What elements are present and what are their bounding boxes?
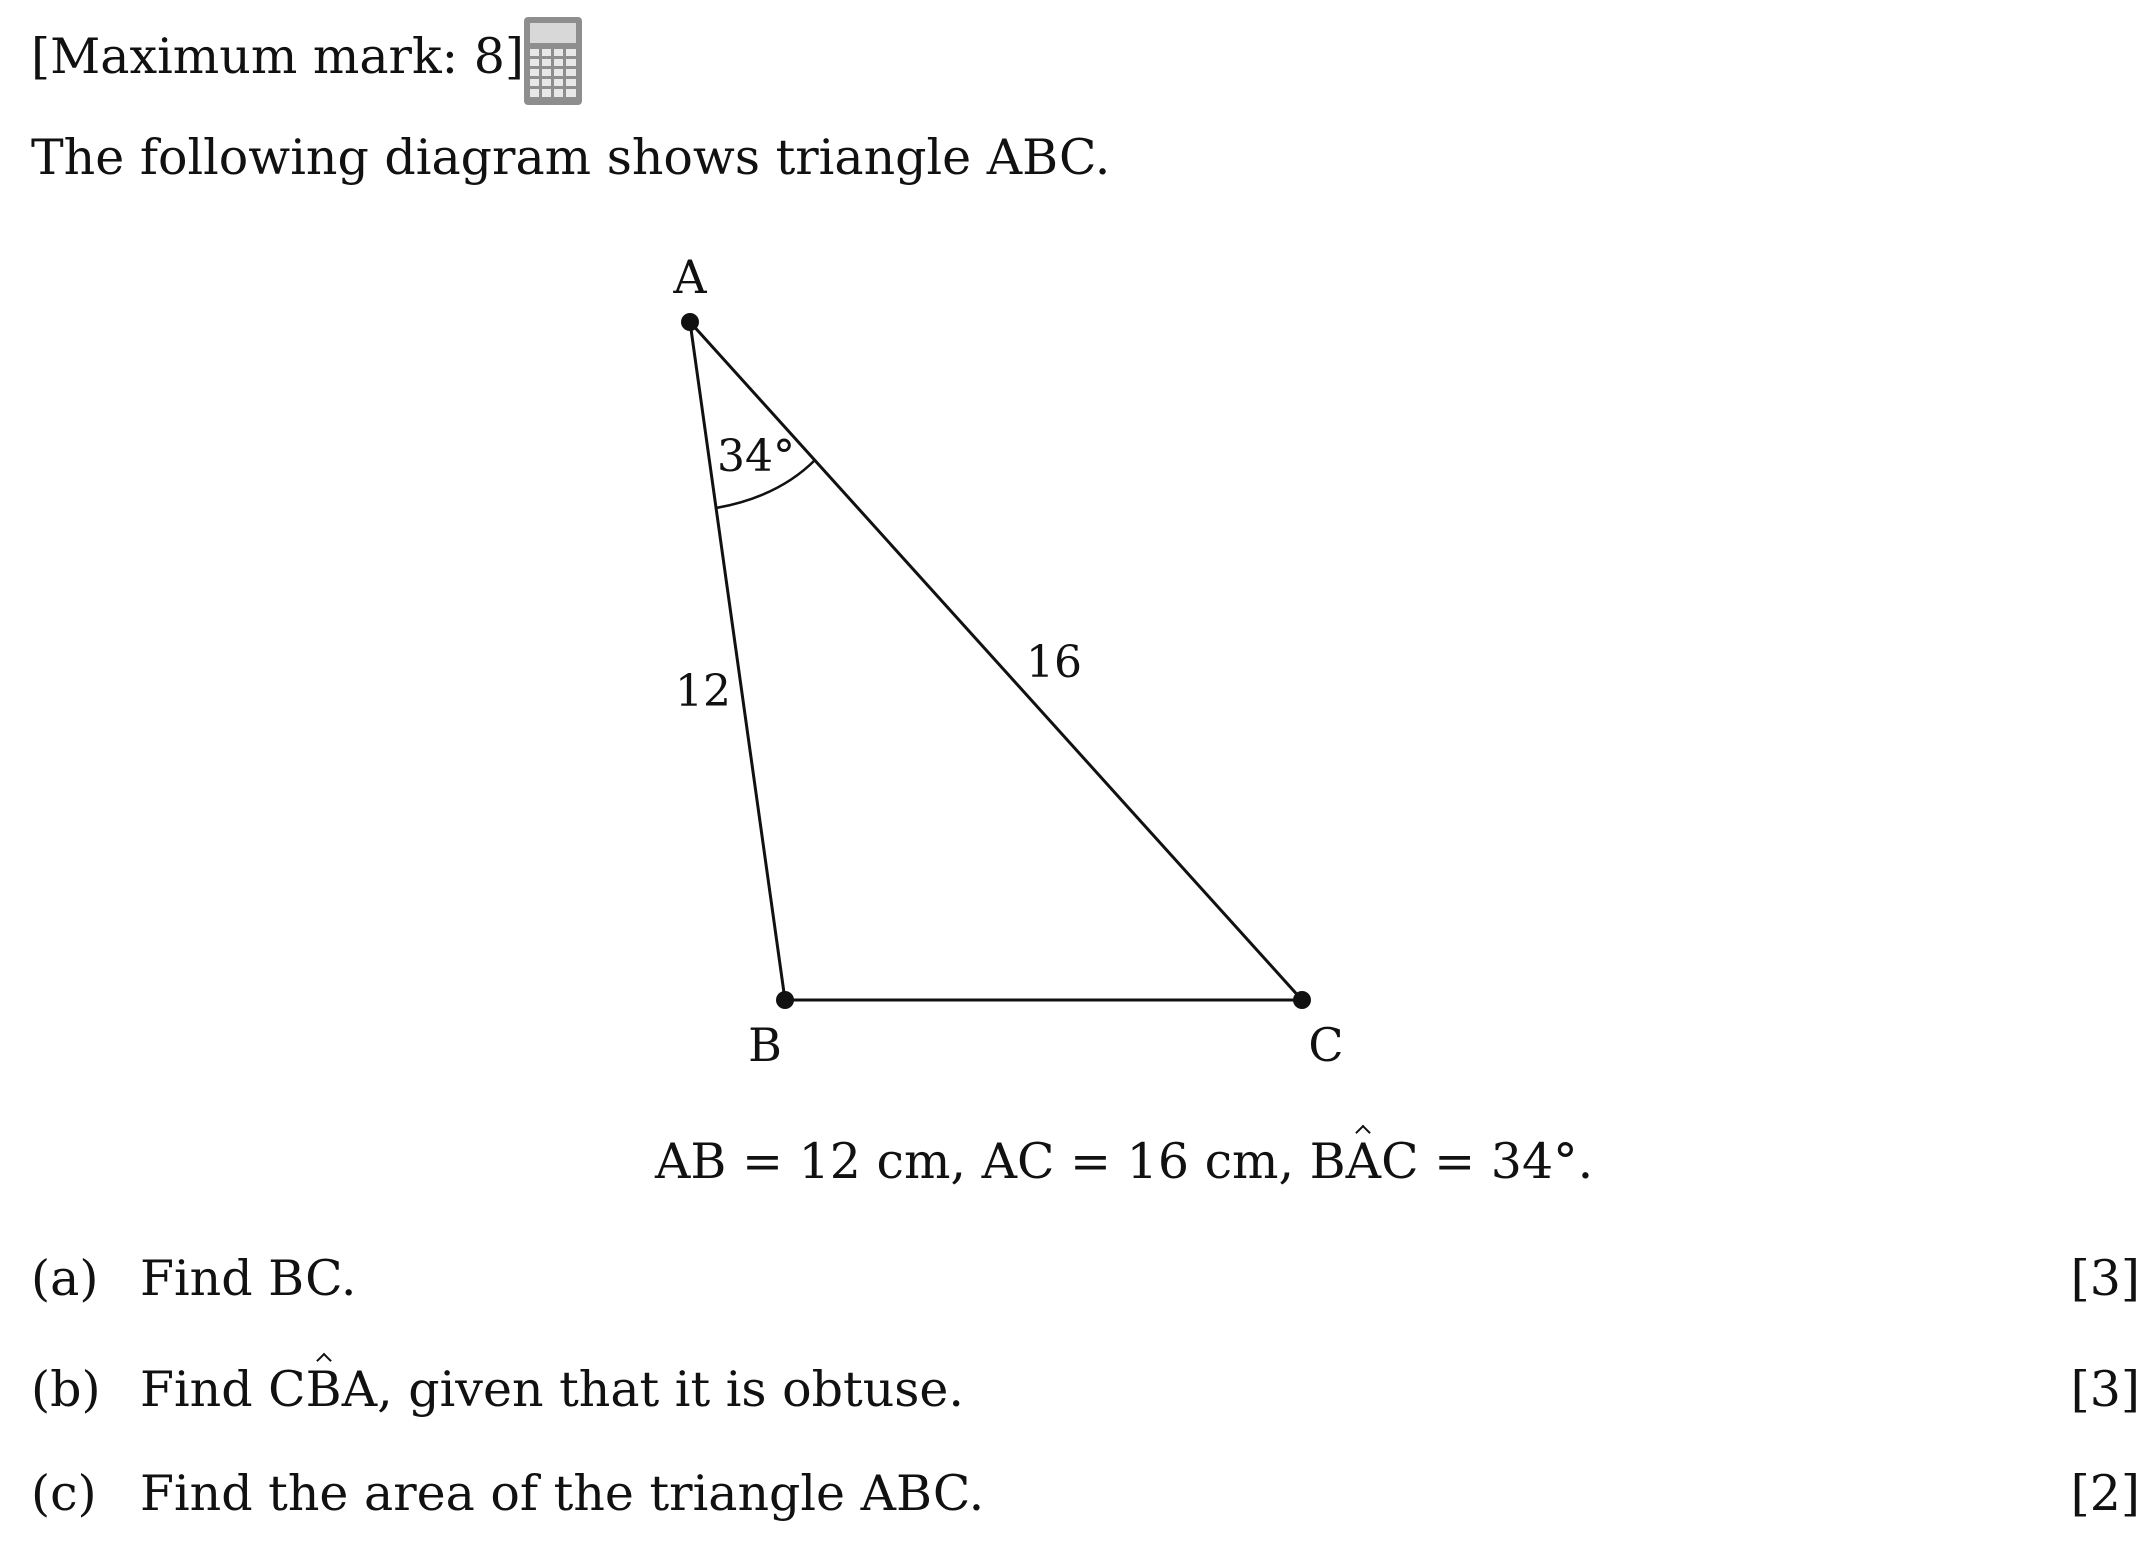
question-b-label: (b) [31,1361,101,1418]
vertex-b-label: B [748,1018,782,1072]
question-a-mark: [3] [2070,1250,2140,1307]
question-b-text [140,1361,964,1418]
question-c-pre: Find the area of the triangle ABC. [140,1465,985,1522]
given-values [655,1133,1593,1190]
vertex-a-label: A [673,250,707,304]
vertex-c-point [1293,991,1311,1009]
question-b-hat-letter: B [305,1361,342,1418]
vertex-b-point [776,991,794,1009]
question-a-label: (a) [31,1250,99,1307]
given-hat-letter: A [1345,1133,1382,1190]
question-b-mark: [3] [2070,1361,2140,1418]
side-ab-line [690,322,785,1000]
vertex-c-label: C [1308,1018,1344,1072]
question-b-pre: Find C [140,1361,306,1418]
question-b-post: A, given that it is obtuse. [341,1361,964,1418]
side-ac-label: 16 [1026,637,1082,688]
given-part-2: C = 34°. [1381,1133,1594,1190]
given-part-1: AB = 12 cm, AC = 16 cm, B [655,1133,1346,1190]
intro-text: The following diagram shows triangle ABC. [31,129,1111,186]
question-c-text [140,1465,984,1522]
side-ab-label: 12 [675,666,731,717]
question-a-pre: Find BC. [140,1250,357,1307]
side-ac-line [690,322,1302,1000]
vertex-a-point [681,313,699,331]
maximum-mark: [Maximum mark: 8] [31,28,525,85]
question-a-text [140,1250,356,1307]
angle-a-label: 34° [717,431,795,482]
question-c-mark: [2] [2070,1465,2140,1522]
question-c-label: (c) [31,1465,97,1522]
